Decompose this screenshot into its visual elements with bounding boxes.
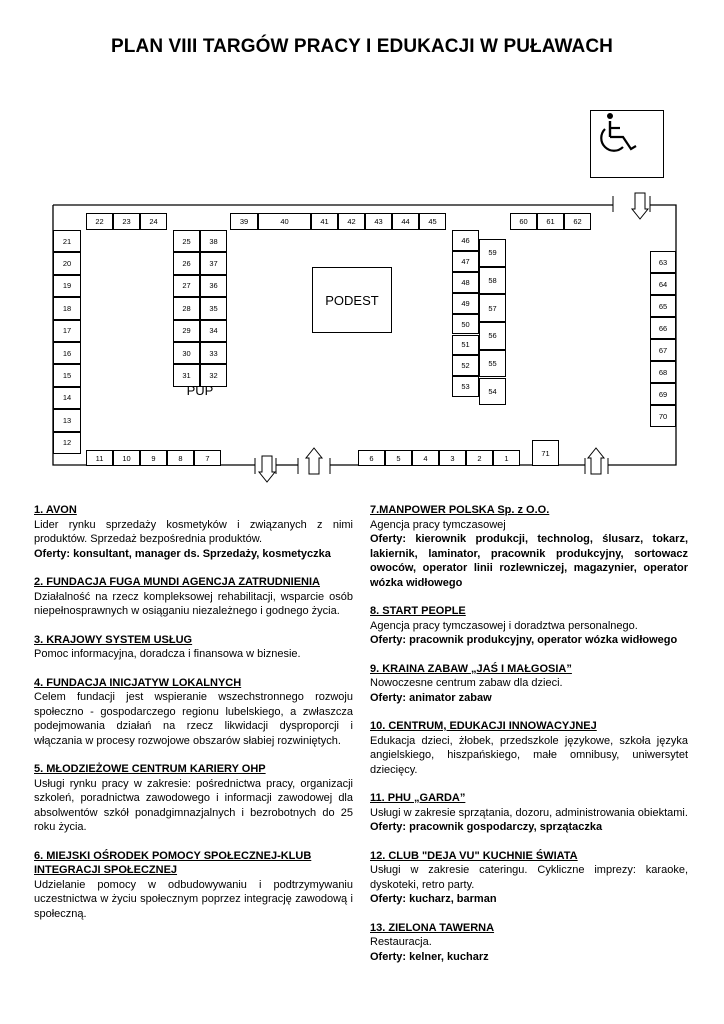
booth-20: 20	[53, 252, 81, 274]
booth-7: 7	[194, 450, 221, 466]
exhibitor-entry	[34, 676, 353, 749]
exhibitor-entry	[370, 604, 688, 648]
booth-52: 52	[452, 355, 479, 376]
booth-12: 12	[53, 432, 81, 454]
booth-63: 63	[650, 251, 676, 273]
exhibitor-entry	[370, 662, 688, 706]
booth-48: 48	[452, 272, 479, 293]
booth-65: 65	[650, 295, 676, 317]
exhibitor-description: Udzielanie pomocy w odbudowywaniu i podtrzymywaniu uczestnictwa w życiu społecznym poprzez integrację zawodową i społeczną.	[34, 878, 353, 920]
booth-43: 43	[365, 213, 392, 230]
booth-10: 10	[113, 450, 140, 466]
booth-5: 5	[385, 450, 412, 466]
booth-31: 31	[173, 364, 200, 386]
booth-16: 16	[53, 342, 81, 364]
exhibitor-description: Agencja pracy tymczasowej	[370, 518, 506, 531]
booth-44: 44	[392, 213, 419, 230]
booth-26: 26	[173, 252, 200, 274]
booth-2: 2	[466, 450, 493, 466]
exhibitor-heading: 2. FUNDACJA FUGA MUNDI AGENCJA ZATRUDNIENIA	[34, 576, 320, 588]
exhibitor-entry	[34, 503, 353, 561]
booth-3: 3	[439, 450, 466, 466]
exhibitor-offers: Oferty: kelner, kucharz	[370, 950, 489, 963]
booth-39: 39	[230, 213, 258, 230]
booth-17: 17	[53, 320, 81, 342]
exhibitor-heading: 6. MIEJSKI OŚRODEK POMOCY SPOŁECZNEJ-KLUB INTEGRACJI SPOŁECZNEJ	[34, 849, 312, 876]
exhibitor-description: Usługi rynku pracy w zakresie: pośrednictwa pracy, organizacji szkoleń, poradnictwa zawodowego i informacji zawodowej dla absolwentów szkół ponadgimnazjalnych i bezrobotnych do 25 roku życia.	[34, 777, 353, 833]
exhibitor-description: Pomoc informacyjna, doradcza i finansowa w biznesie.	[34, 648, 301, 660]
booth-23: 23	[113, 213, 140, 230]
booth-14: 14	[53, 387, 81, 409]
exhibitor-heading: 12. CLUB "DEJA VU" KUCHNIE ŚWIATA	[370, 849, 578, 862]
booth-35: 35	[200, 297, 227, 319]
booth-49: 49	[452, 293, 479, 314]
pup-label: PUP	[186, 382, 214, 398]
exhibitor-offers: Oferty: animator zabaw	[370, 691, 492, 704]
accessibility-sign	[590, 110, 664, 178]
booth-4: 4	[412, 450, 439, 466]
booth-37: 37	[200, 252, 227, 274]
exhibitor-heading: 5. MŁODZIEŻOWE CENTRUM KARIERY OHP	[34, 763, 266, 775]
wheelchair-icon	[591, 111, 641, 159]
exhibitor-description: Agencja pracy tymczasowej i doradztwa personalnego.	[370, 619, 638, 632]
booth-58: 58	[479, 267, 506, 295]
entrance-arrow-icon	[632, 193, 648, 219]
exhibitor-description: Nowoczesne centrum zabaw dla dzieci.	[370, 677, 563, 689]
exhibitor-list-left	[34, 503, 353, 935]
exhibitor-entry	[34, 575, 353, 619]
booth-47: 47	[452, 251, 479, 272]
exhibitor-heading: 11. PHU „GARDA”	[370, 792, 466, 804]
exhibitor-description: Usługi w zakresie sprzątania, dozoru, administrowania obiektami.	[370, 806, 688, 819]
booth-28: 28	[173, 297, 200, 319]
booth-9: 9	[140, 450, 167, 466]
booth-6: 6	[358, 450, 385, 466]
booth-38: 38	[200, 230, 227, 252]
exhibitor-heading: 3. KRAJOWY SYSTEM USŁUG	[34, 633, 193, 646]
booth-34: 34	[200, 320, 227, 342]
booth-62: 62	[564, 213, 591, 230]
exhibitor-list-right	[370, 503, 688, 978]
exhibitor-entry	[370, 849, 688, 907]
booth-54: 54	[479, 378, 506, 406]
booth-70: 70	[650, 405, 676, 427]
exhibitor-offers: Oferty: kierownik produkcji, technolog, ślusarz, tokarz, lakiernik, laminator, pracownik produkcyjny, sortowacz owoców, operator linii rozlewniczej, magazynier, operator wózka widłowego	[370, 533, 688, 589]
exhibitor-entry	[34, 633, 353, 662]
floor-plan	[0, 0, 724, 490]
exhibitor-description: Celem fundacji jest wspieranie wszechstronnego rozwoju społeczno - gospodarczego regionu lubelskiego, a zwłaszcza podejmowania działań na rzecz likwidacji dysproporcji i włączania w procesy rozwojowe obszarów słabiej rozwiniętych.	[34, 691, 353, 747]
exhibitor-heading: 7.MANPOWER POLSKA Sp. z O.O.	[370, 504, 550, 516]
booth-33: 33	[200, 342, 227, 364]
booth-45: 45	[419, 213, 446, 230]
booth-68: 68	[650, 361, 676, 383]
booth-61: 61	[537, 213, 564, 230]
exit-arrow-icon	[306, 448, 322, 474]
booth-53: 53	[452, 376, 479, 397]
exhibitor-entry	[370, 719, 688, 777]
exhibitor-entry	[370, 503, 688, 590]
booth-30: 30	[173, 342, 200, 364]
booth-27: 27	[173, 275, 200, 297]
booth-32: 32	[200, 364, 227, 386]
booth-21: 21	[53, 230, 81, 252]
booth-19: 19	[53, 275, 81, 297]
booth-42: 42	[338, 213, 365, 230]
entrance-arrow-icon	[259, 456, 275, 482]
floor-plan-outline	[0, 0, 724, 490]
booth-18: 18	[53, 297, 81, 319]
exhibitor-entry	[370, 921, 688, 965]
booth-57: 57	[479, 294, 506, 322]
exhibitor-heading: 9. KRAINA ZABAW „JAŚ I MAŁGOSIA”	[370, 662, 572, 675]
exhibitor-offers: Oferty: konsultant, manager ds. Sprzedaży, kosmetyczka	[34, 547, 331, 560]
exhibitor-offers: Oferty: pracownik produkcyjny, operator wózka widłowego	[370, 634, 678, 646]
booth-60: 60	[510, 213, 537, 230]
booth-1: 1	[493, 450, 520, 466]
exhibitor-heading: 13. ZIELONA TAWERNA	[370, 921, 495, 934]
exhibitor-heading: 4. FUNDACJA INICJATYW LOKALNYCH	[34, 676, 242, 689]
booth-40: 40	[258, 213, 311, 230]
booth-59: 59	[479, 239, 506, 267]
exhibitor-entry	[34, 762, 353, 835]
booth-36: 36	[200, 275, 227, 297]
exhibitor-entry	[370, 791, 688, 835]
booth-64: 64	[650, 273, 676, 295]
exhibitor-entry	[34, 849, 353, 922]
booth-55: 55	[479, 350, 506, 378]
exhibitor-description: Restauracja.	[370, 936, 432, 948]
booth-22: 22	[86, 213, 113, 230]
exit-arrow-icon	[588, 448, 604, 474]
booth-46: 46	[452, 230, 479, 251]
exhibitor-offers: Oferty: pracownik gospodarczy, sprzątaczka	[370, 821, 603, 833]
booth-69: 69	[650, 383, 676, 405]
exhibitor-description: Działalność na rzecz kompleksowej rehabilitacji, wsparcie osób niepełnosprawnych w osiąganiu niezależnego i godnego życia.	[34, 590, 353, 617]
booth-56: 56	[479, 322, 506, 350]
booth-24: 24	[140, 213, 167, 230]
booth-13: 13	[53, 409, 81, 431]
booth-25: 25	[173, 230, 200, 252]
booth-50: 50	[452, 314, 479, 335]
booth-29: 29	[173, 320, 200, 342]
exhibitor-heading: 1. AVON	[34, 504, 77, 516]
booth-66: 66	[650, 317, 676, 339]
exhibitor-description: Edukacja dzieci, żłobek, przedszkole językowe, szkoła języka angielskiego, hiszpańskiego, małe omnibusy, uniwersytet dziecięcy.	[370, 734, 688, 776]
exhibitor-heading: 10. CENTRUM, EDUKACJI INNOWACYJNEJ	[370, 720, 597, 732]
exhibitor-offers: Oferty: kucharz, barman	[370, 893, 497, 905]
booth-11: 11	[86, 450, 113, 466]
exhibitor-description: Lider rynku sprzedaży kosmetyków i związanych z nimi produktów. Sprzedaż bezpośrednia produktów.	[34, 518, 353, 545]
exhibitor-heading: 8. START PEOPLE	[370, 605, 466, 617]
booth-8: 8	[167, 450, 194, 466]
booth-15: 15	[53, 364, 81, 386]
page-title: PLAN VIII TARGÓW PRACY I EDUKACJI W PUŁAWACH	[111, 36, 613, 57]
booth-71: 71	[532, 440, 559, 466]
booth-41: 41	[311, 213, 338, 230]
podest-stage: PODEST	[312, 267, 392, 333]
exhibitor-description: Usługi w zakresie cateringu. Cykliczne imprezy: karaoke, dyskoteki, retro party.	[370, 864, 688, 891]
booth-51: 51	[452, 335, 479, 356]
booth-67: 67	[650, 339, 676, 361]
